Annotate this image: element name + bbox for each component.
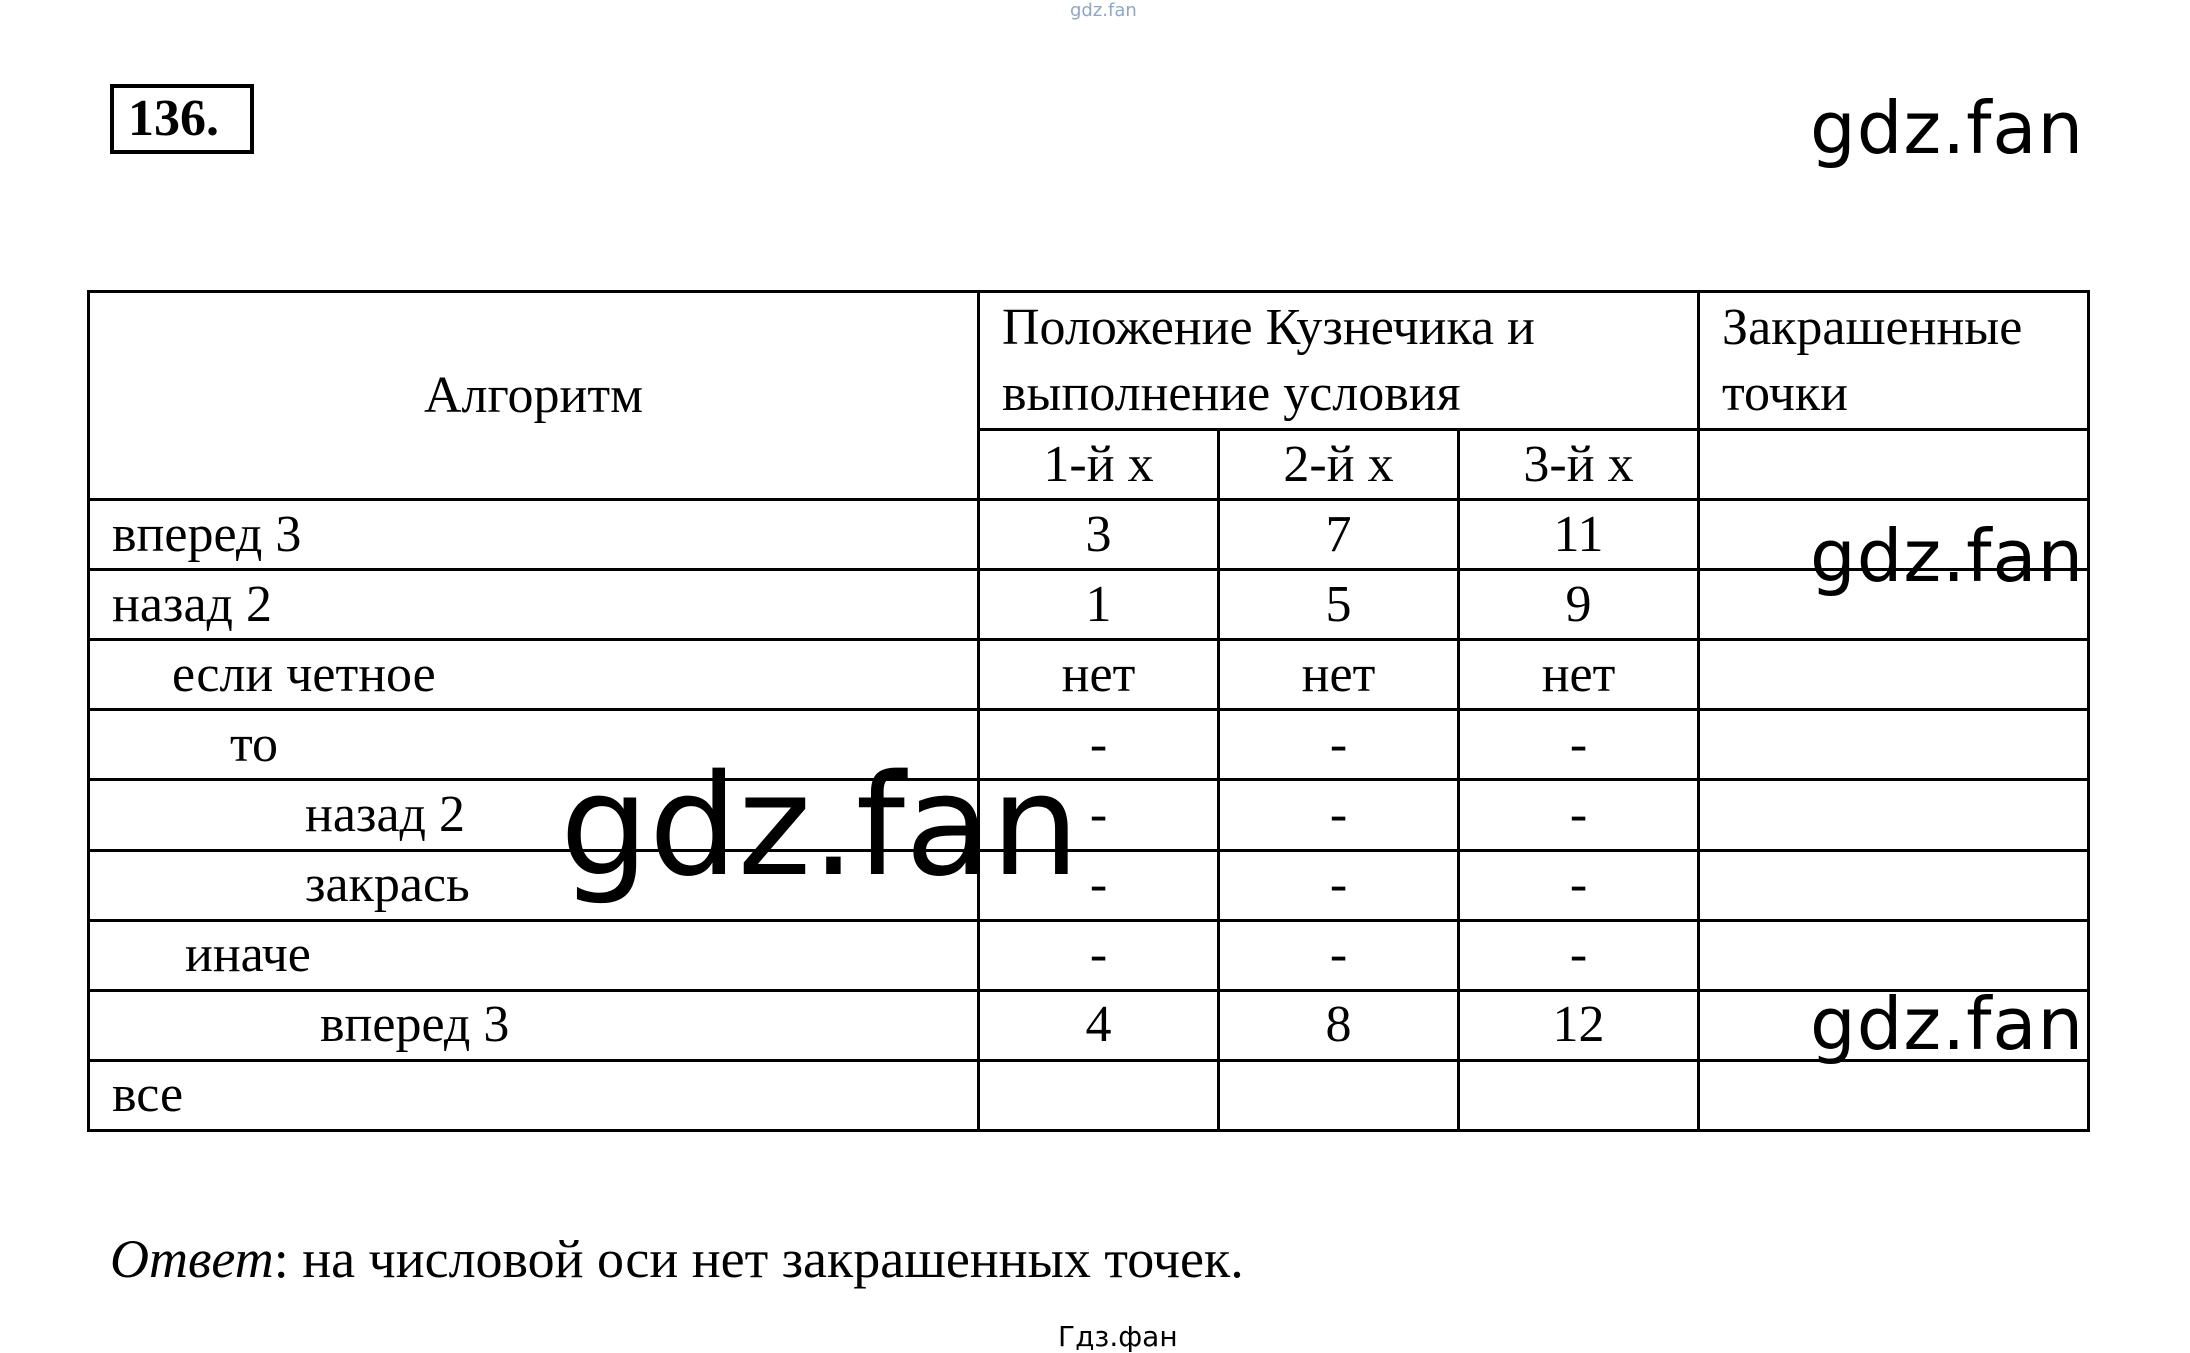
cell-step-2: - bbox=[1219, 920, 1459, 990]
watermark-bottom: Гдз.фан bbox=[1058, 1320, 1178, 1353]
cell-step-2: - bbox=[1219, 850, 1459, 920]
table-row bbox=[89, 920, 2089, 990]
table-row bbox=[89, 570, 2089, 640]
cell-painted bbox=[1699, 780, 2089, 850]
cell-step-3 bbox=[1459, 1060, 1699, 1130]
answer-line bbox=[110, 1228, 1244, 1290]
watermark-top-small: gdz.fan bbox=[1070, 0, 1137, 21]
cell-step-2: 5 bbox=[1219, 570, 1459, 640]
cell-painted bbox=[1699, 640, 2089, 710]
cell-step-1: - bbox=[979, 850, 1219, 920]
table-row bbox=[89, 850, 2089, 920]
cell-step-2: - bbox=[1219, 710, 1459, 780]
table-row bbox=[89, 1060, 2089, 1130]
cell-step-3: - bbox=[1459, 850, 1699, 920]
watermark-middle-right: gdz.fan bbox=[1810, 514, 2085, 598]
task-number: 136. bbox=[110, 84, 254, 154]
row-algorithm: иначе bbox=[89, 920, 979, 990]
header-painted-empty bbox=[1699, 430, 2089, 500]
header-step-2: 2-й х bbox=[1219, 430, 1459, 500]
cell-step-2 bbox=[1219, 1060, 1459, 1130]
header-step-3: 3-й х bbox=[1459, 430, 1699, 500]
cell-step-3: 11 bbox=[1459, 500, 1699, 570]
row-algorithm: назад 2 bbox=[89, 780, 979, 850]
header-algorithm: Алгоритм bbox=[89, 292, 979, 500]
table-row bbox=[89, 640, 2089, 710]
cell-step-3: - bbox=[1459, 780, 1699, 850]
row-algorithm: вперед 3 bbox=[89, 990, 979, 1060]
cell-step-1: нет bbox=[979, 640, 1219, 710]
row-algorithm: то bbox=[89, 710, 979, 780]
cell-step-1: - bbox=[979, 710, 1219, 780]
header-step-1: 1-й х bbox=[979, 430, 1219, 500]
cell-step-1: - bbox=[979, 920, 1219, 990]
cell-step-3: - bbox=[1459, 920, 1699, 990]
cell-step-1: 3 bbox=[979, 500, 1219, 570]
cell-step-2: - bbox=[1219, 780, 1459, 850]
cell-step-1: 1 bbox=[979, 570, 1219, 640]
row-algorithm: назад 2 bbox=[89, 570, 979, 640]
row-algorithm: если четное bbox=[89, 640, 979, 710]
row-algorithm: закрась bbox=[89, 850, 979, 920]
cell-step-3: 12 bbox=[1459, 990, 1699, 1060]
table-row bbox=[89, 780, 2089, 850]
table-row bbox=[89, 710, 2089, 780]
answer-text: : на числовой оси нет закрашенных точек. bbox=[273, 1229, 1244, 1289]
cell-step-1: - bbox=[979, 780, 1219, 850]
cell-painted bbox=[1699, 920, 2089, 990]
row-algorithm: вперед 3 bbox=[89, 500, 979, 570]
cell-step-3: нет bbox=[1459, 640, 1699, 710]
cell-step-1: 4 bbox=[979, 990, 1219, 1060]
header-position: Положение Кузнечика и выполнение условия bbox=[979, 292, 1699, 430]
cell-step-2: нет bbox=[1219, 640, 1459, 710]
row-algorithm: все bbox=[89, 1060, 979, 1130]
answer-label: Ответ bbox=[110, 1229, 274, 1289]
cell-painted bbox=[1699, 850, 2089, 920]
cell-step-3: 9 bbox=[1459, 570, 1699, 640]
table-row bbox=[89, 990, 2089, 1060]
watermark-lower-right: gdz.fan bbox=[1810, 982, 2085, 1066]
cell-step-1 bbox=[979, 1060, 1219, 1130]
header-painted-points: Закрашенные точки bbox=[1699, 292, 2089, 430]
watermark-top-right: gdz.fan bbox=[1810, 86, 2085, 170]
cell-step-3: - bbox=[1459, 710, 1699, 780]
watermark-center: gdz.fan bbox=[560, 745, 1080, 908]
cell-painted bbox=[1699, 1060, 2089, 1130]
cell-step-2: 7 bbox=[1219, 500, 1459, 570]
table-row bbox=[89, 500, 2089, 570]
algorithm-table bbox=[87, 290, 2090, 1132]
cell-step-2: 8 bbox=[1219, 990, 1459, 1060]
cell-painted bbox=[1699, 710, 2089, 780]
